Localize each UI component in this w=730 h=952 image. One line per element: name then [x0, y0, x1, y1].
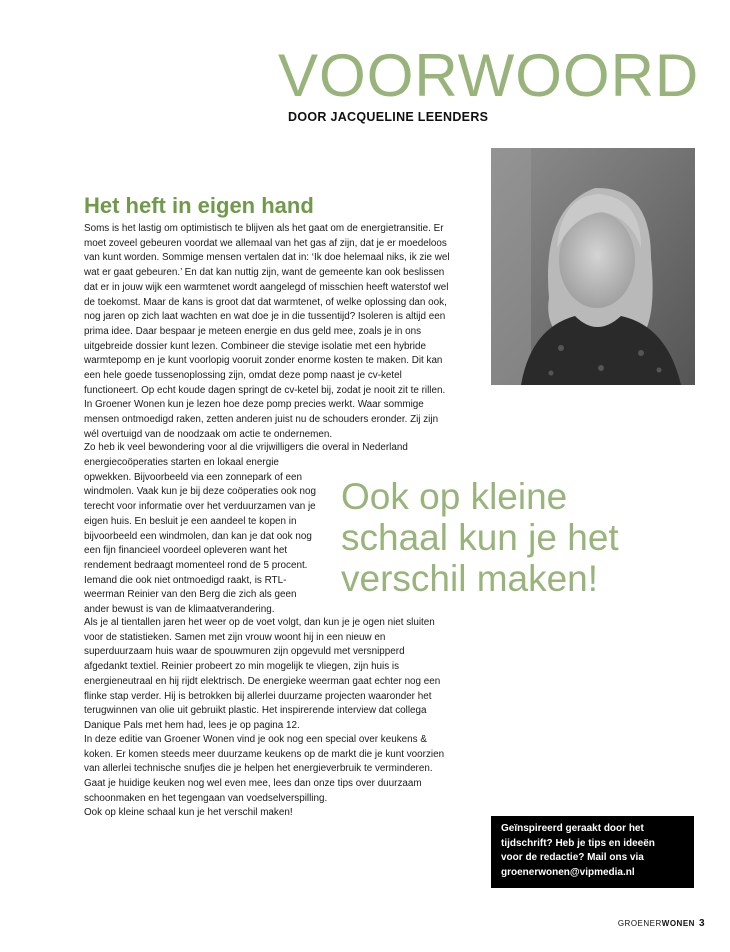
body-paragraph-3: Als je al tientallen jaren het weer op de voet volgt, dan kun je je ogen niet sluiten voor de statistieken. Samen met zijn vrouw woont hij in een nieuw en superduurzaam huis waar de spouwmuren zijn opgevuld met versnipperd afgedankt textiel. Reinier probeert zo min mogelijk te vliegen, zijn huis is energieneutraal en hij rijdt elektrisch. De energieke weerman gaat echter nog een flinke stap verder. Hij is betrokken bij allerlei duurzame projecten waaronder het terugwinnen van olie uit gebruikt plastic. Het inspirerende interview dat collega Danique Pals met hem had, lees je op pagina 12.	[84, 617, 441, 731]
article-heading: Het heft in eigen hand	[84, 193, 314, 218]
body-paragraph-1: Soms is het lastig om optimistisch te blijven als het gaat om de energietransitie. Er moet zoveel gebeuren voordat we allemaal van het gas af zijn, dat je er moedeloos van kunt worden. Sommige mensen vertalen dat in: ‘Ik doe helemaal niks, ik zie wel wat er gaat gebeuren.’ En dat kan nuttig zijn, want de gemeente kan ook beslissen dat er in jouw wijk een warmtenet wordt aangelegd of misschien heeft waterstof wel de toekomst. Maar de kans is groot dat dat warmtenet, of welke oplossing dan ook, nog jaren op zich laat wachten en wat doe je in die tussentijd? Isoleren is altijd een prima idee. Daar bespaar je meteen energie en dus geld mee, zoals je in ons uitgebreide dossier kunt lezen. Combineer die stevige isolatie met een hybride warmtepomp en je kunt voorlopig vooruit zonder enorme kosten te maken. Dit kan een hele goede tussenoplossing zijn, omdat deze pomp naast je cv-ketel functioneert. Op echt koude dagen springt de cv-ketel bij, zodat je nooit zit te rillen. In Groener Wonen kun je lezen hoe deze pomp precies werkt. Waar sommige mensen ontmoedigd raken, zetten anderen juist nu de schouders eronder. Zij zijn wél overtuigd van de noodzaak om actie te ondernemen.	[84, 223, 450, 440]
page-title: VOORWOORD	[278, 42, 700, 109]
callout-line: tijdschrift? Heb je tips en ideeën	[501, 837, 655, 849]
contact-callout-box	[491, 816, 694, 888]
pull-quote-line: verschil maken!	[341, 558, 599, 599]
author-byline: DOOR JACQUELINE LEENDERS	[288, 110, 489, 124]
pull-quote	[341, 476, 661, 599]
magazine-brand-part2: WONEN	[661, 919, 695, 928]
body-paragraph-4: In deze editie van Groener Wonen vind je ook nog een special over keukens & koken. Er komen steeds meer duurzame keukens op de markt die je kunt voorzien van allerlei technische snufjes die je helpen het energieverbruik te verminderen. Gaat je huidige keuken nog wel even mee, lees dan onze tips over duurzaam schoonmaken en het tegengaan van voedselverspilling.	[84, 734, 445, 804]
body-paragraph-2-intro: Zo heb ik veel bewondering voor al die vrijwilligers die overal in Nederland	[84, 442, 408, 453]
contact-email: groenerwonen@vipmedia.nl	[501, 866, 635, 878]
magazine-brand-part1: GROENER	[617, 919, 662, 928]
pull-quote-line: schaal kun je het	[341, 517, 619, 558]
closing-line: Ook op kleine schaal kun je het verschil maken!	[84, 807, 293, 818]
callout-line: voor de redactie? Mail ons via	[501, 852, 644, 863]
pull-quote-line: Ook op kleine	[341, 476, 568, 517]
callout-line: Geïnspireerd geraakt door het	[501, 823, 644, 834]
page-number: 3	[698, 918, 705, 929]
page-footer	[618, 918, 705, 929]
body-paragraph-2: energiecoöperaties starten en lokaal energie opwekken. Bijvoorbeeld via een zonnepark of een windmolen. Vaak kun je bij deze coöperaties ook nog terecht voor informatie over het verduurzamen van je eigen huis. En besluit je een aandeel te kopen in bijvoorbeeld een windmolen, dan kan je dat ook nog een fijn financieel voordeel opleveren want het rendement bedraagt momenteel rond de 5 procent. Iemand die ook niet ontmoedigd raakt, is RTL-weerman Reinier van den Berg die zich als geen ander bewust is van de klimaatverandering.	[84, 457, 317, 616]
author-photo	[491, 148, 695, 385]
